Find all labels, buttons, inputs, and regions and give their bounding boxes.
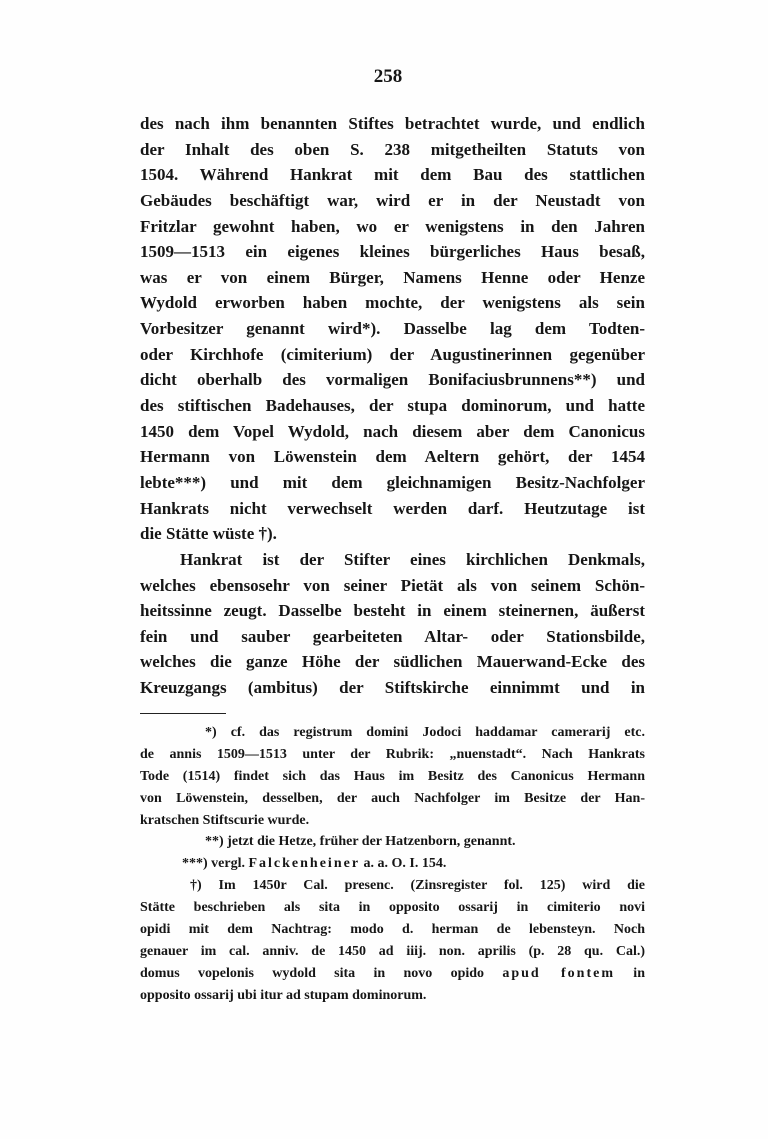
body-line: Hermann von Löwenstein dem Aeltern gehört, der 1454 bbox=[140, 447, 645, 467]
footnote-line: **) jetzt die Hetze, früher der Hatzenborn, genannt. bbox=[205, 834, 516, 850]
footnote-line: opposito ossarij ubi itur ad stupam dominorum. bbox=[140, 987, 427, 1003]
body-line: Vorbesitzer genannt wird*). Dasselbe lag dem Todten- bbox=[140, 319, 645, 339]
body-line: fein und sauber gearbeiteten Altar- oder Stationsbilde, bbox=[140, 626, 645, 646]
body-line: des nach ihm benannten Stiftes betrachtet wurde, und endlich bbox=[140, 114, 645, 133]
body-line: 1450 dem Vopel Wydold, nach diesem aber dem Canonicus bbox=[140, 421, 645, 441]
body-line: 1509—1513 ein eigenes kleines bürgerliches Haus besaß, bbox=[140, 242, 645, 262]
body-line: Fritzlar gewohnt haben, wo er wenigstens in den Jahren bbox=[140, 216, 645, 236]
body-line: heitssinne zeugt. Dasselbe besteht in einem steinernen, äußerst bbox=[140, 601, 645, 621]
footnotes bbox=[140, 722, 645, 1007]
body-line: der Inhalt des oben S. 238 mitgetheilten Statuts von bbox=[140, 139, 645, 159]
paragraph-first-line: Hankrat ist der Stifter eines kirchlichen Denkmals, bbox=[180, 549, 645, 569]
page-number: 258 bbox=[373, 66, 403, 87]
body-line: Gebäudes beschäftigt war, wird er in der Neustadt von bbox=[140, 190, 645, 210]
body-line: Hankrats nicht verwechselt werden darf. Heutzutage ist bbox=[140, 498, 645, 518]
footnote-separator-rule bbox=[140, 713, 226, 714]
footnote-text: domus vopelonis wydold sita in novo opido bbox=[140, 965, 503, 981]
body-line: Kreuzgangs (ambitus) der Stiftskirche einnimmt und in bbox=[140, 678, 645, 698]
footnote-line: de annis 1509—1513 unter der Rubrik: „nuenstadt“. Nach Hankrats bbox=[140, 746, 645, 762]
spaced-emphasis: apud fontem bbox=[502, 965, 615, 981]
body-line: welches die ganze Höhe der südlichen Mauerwand-Ecke des bbox=[140, 652, 645, 672]
footnote-line bbox=[140, 963, 645, 985]
body-line: welches ebensosehr von seiner Pietät als von seinem Schön- bbox=[140, 575, 645, 595]
footnote-line: genauer im cal. anniv. de 1450 ad iiij. non. aprilis (p. 28 qu. Cal.) bbox=[140, 943, 645, 959]
body-text bbox=[140, 111, 645, 701]
footnote-text: ***) vergl. bbox=[182, 856, 249, 872]
body-line: Wydold erworben haben mochte, der wenigstens als sein bbox=[140, 293, 645, 313]
footnote-line: kratschen Stiftscurie wurde. bbox=[140, 812, 310, 828]
body-line: lebte***) und mit dem gleichnamigen Besitz-Nachfolger bbox=[140, 472, 645, 492]
footnote-line: opidi mit dem Nachtrag: modo d. herman de lebensteyn. Noch bbox=[140, 922, 645, 938]
footnote-line bbox=[182, 853, 645, 875]
body-line: 1504. Während Hankrat mit dem Bau des stattlichen bbox=[140, 165, 645, 185]
body-line: oder Kirchhofe (cimiterium) der Augustinerinnen gegenüber bbox=[140, 344, 645, 364]
body-line: was er von einem Bürger, Namens Henne oder Henze bbox=[140, 267, 645, 287]
footnote-line: Tode (1514) findet sich das Haus im Besitz des Canonicus Hermann bbox=[140, 768, 645, 784]
footnote-line: von Löwenstein, desselben, der auch Nachfolger im Besitze der Han- bbox=[140, 790, 645, 806]
body-line: des stiftischen Badehauses, der stupa dominorum, und hatte bbox=[140, 396, 645, 416]
footnote-text: a. a. O. I. 154. bbox=[360, 856, 447, 872]
spaced-author-name: Falckenheiner bbox=[248, 856, 361, 872]
footnote-text: in bbox=[615, 965, 645, 981]
paragraph-last-line: die Stätte wüste †). bbox=[140, 524, 277, 544]
body-line: dicht oberhalb des vormaligen Bonifaciusbrunnens**) und bbox=[140, 370, 645, 390]
footnote-line: *) cf. das registrum domini Jodoci haddamar camerarij etc. bbox=[205, 725, 645, 740]
footnote-line: †) Im 1450r Cal. presenc. (Zinsregister fol. 125) wird die bbox=[190, 878, 645, 894]
footnote-line: Stätte beschrieben als sita in opposito ossarij in cimiterio novi bbox=[140, 900, 645, 916]
